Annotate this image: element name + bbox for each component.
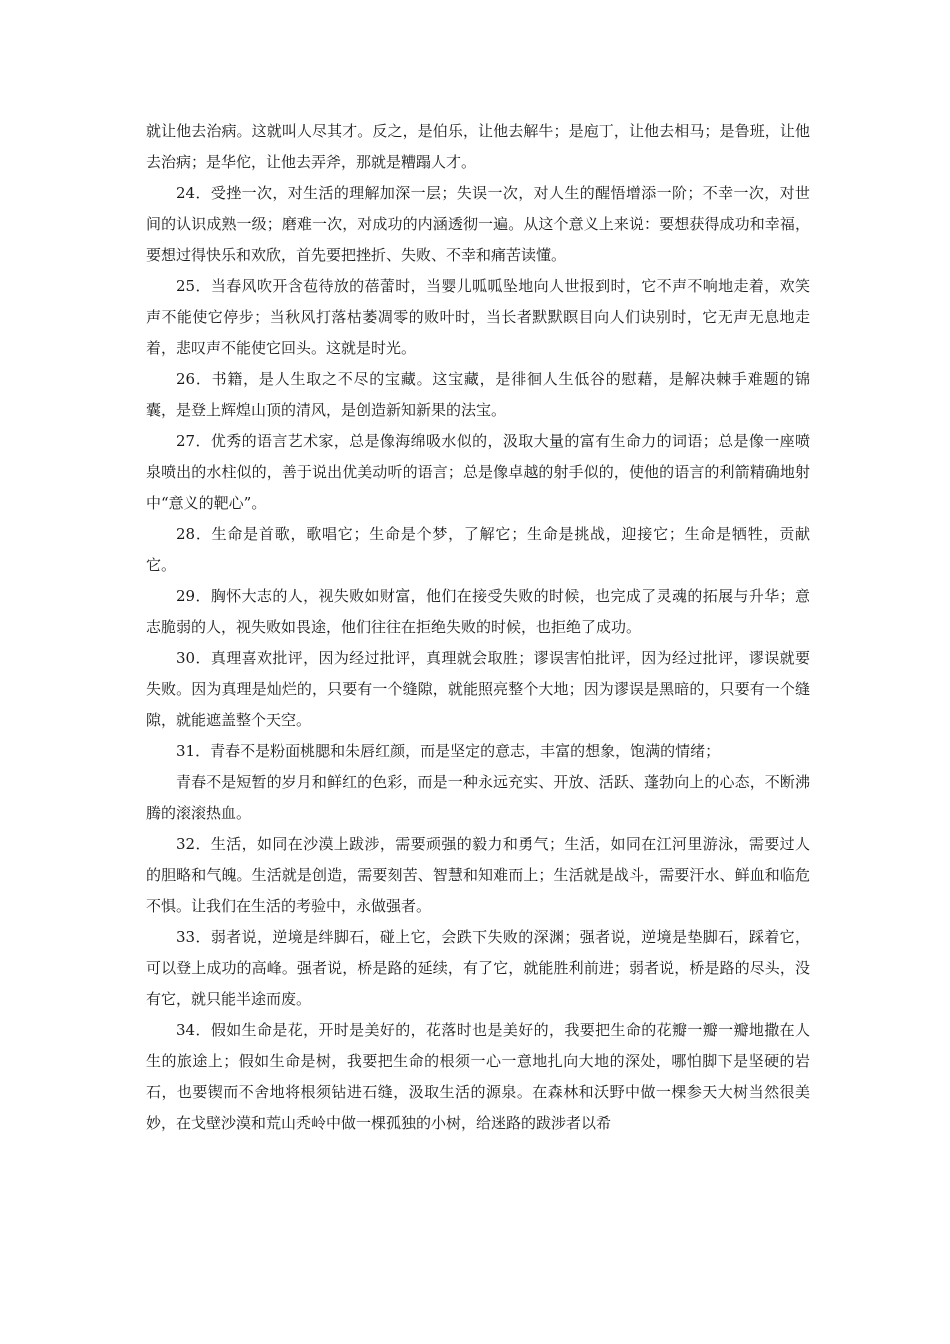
- paragraph-27: 27．优秀的语言艺术家，总是像海绵吸水似的，汲取大量的富有生命力的词语；总是像一座喷泉喷出的水柱似的，善于说出优美动听的语言；总是像卓越的射手似的，使他的语言的利箭精确地射中“意义的靶心”。: [146, 432, 810, 512]
- paragraph-continuation: 就让他去治病。这就叫人尽其才。反之，是伯乐，让他去解牛；是庖丁，让他去相马；是鲁班，让他去治病；是华佗，让他去弄斧，那就是糟蹋人才。: [146, 122, 810, 171]
- paragraph-30: 30．真理喜欢批评，因为经过批评，真理就会取胜；谬误害怕批评，因为经过批评，谬误就要失败。因为真理是灿烂的，只要有一个缝隙，就能照亮整个大地；因为谬误是黑暗的，只要有一个缝隙，就能遮盖整个天空。: [146, 649, 810, 729]
- paragraph-25: 25．当春风吹开含苞待放的蓓蕾时，当婴儿呱呱坠地向人世报到时，它不声不响地走着，欢笑声不能使它停步；当秋风打落枯萎凋零的败叶时，当长者默默瞑目向人们诀别时，它无声无息地走着，悲叹声不能使它回头。这就是时光。: [146, 277, 810, 357]
- paragraph-26: 26．书籍，是人生取之不尽的宝藏。这宝藏，是徘徊人生低谷的慰藉，是解决棘手难题的锦囊，是登上辉煌山顶的清风，是创造新知新果的法宝。: [146, 370, 810, 419]
- paragraph-32: 32．生活，如同在沙漠上跋涉，需要顽强的毅力和勇气；生活，如同在江河里游泳，需要过人的胆略和气魄。生活就是创造，需要刻苦、智慧和知难而上；生活就是战斗，需要汗水、鲜血和临危不惧。让我们在生活的考验中，永做强者。: [146, 835, 810, 915]
- paragraph-24: 24．受挫一次，对生活的理解加深一层；失误一次，对人生的醒悟增添一阶；不幸一次，对世间的认识成熟一级；磨难一次，对成功的内涵透彻一遍。从这个意义上来说：要想获得成功和幸福，要想过得快乐和欢欣，首先要把挫折、失败、不幸和痛苦读懂。: [146, 184, 810, 264]
- document-page: [146, 116, 810, 1139]
- paragraph-34: 34．假如生命是花，开时是美好的，花落时也是美好的，我要把生命的花瓣一瓣一瓣地撒在人生的旅途上；假如生命是树，我要把生命的根须一心一意地扎向大地的深处，哪怕脚下是坚硬的岩石，也要锲而不舍地将根须钻进石缝，汲取生活的源泉。在森林和沃野中做一棵参天大树当然很美妙，在戈壁沙漠和荒山秃岭中做一棵孤独的小树，给迷路的跋涉者以希: [146, 1021, 810, 1132]
- paragraph-29: 29．胸怀大志的人，视失败如财富，他们在接受失败的时候，也完成了灵魂的拓展与升华；意志脆弱的人，视失败如畏途，他们往往在拒绝失败的时候，也拒绝了成功。: [146, 587, 810, 636]
- paragraph-28: 28．生命是首歌，歌唱它；生命是个梦，了解它；生命是挑战，迎接它；生命是牺牲，贡献它。: [146, 525, 810, 574]
- paragraph-33: 33．弱者说，逆境是绊脚石，碰上它，会跌下失败的深渊；强者说，逆境是垫脚石，踩着它，可以登上成功的高峰。强者说，桥是路的延续，有了它，就能胜利前进；弱者说，桥是路的尽头，没有它，就只能半途而废。: [146, 928, 810, 1008]
- paragraph-31-continued: 青春不是短暂的岁月和鲜红的色彩，而是一种永远充实、开放、活跃、蓬勃向上的心态，不断沸腾的滚滚热血。: [146, 773, 810, 822]
- paragraph-31: 31．青春不是粉面桃腮和朱唇红颜，而是坚定的意志，丰富的想象，饱满的情绪；: [176, 742, 721, 760]
